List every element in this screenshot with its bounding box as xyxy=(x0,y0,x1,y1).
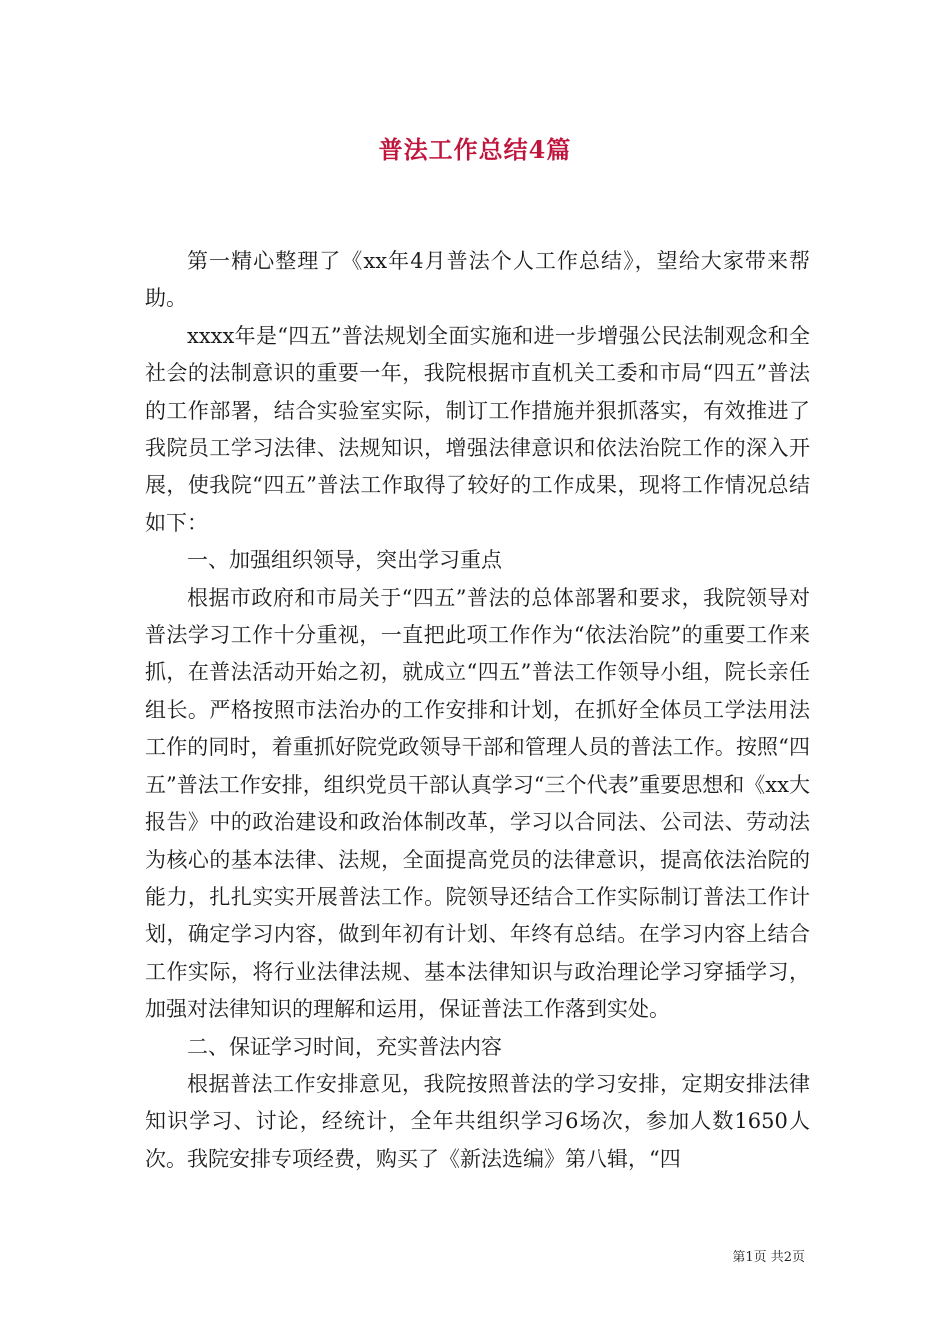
document-title: 普法工作总结4篇 xyxy=(378,135,572,164)
paragraph-intro: 第一精心整理了《xx年4月普法个人工作总结》，望给大家带来帮助。 xyxy=(145,249,810,311)
section-heading-2: 二、保证学习时间，充实普法内容 xyxy=(187,1034,502,1059)
paragraph-overview: xxxx年是“四五”普法规划全面实施和进一步增强公民法制观念和全社会的法制意识的重要一年，我院根据市直机关工委和市局“四五”普法的工作部署，结合实验室实际，制订工作措施并狠抓落实，有效推进了我院员工学习法律、法规知识，增强法律意识和依法治院工作的深入开展，使我院“四五”普法工作取得了较好的工作成果，现将工作情况总结如下： xyxy=(145,323,810,535)
paragraph-section-2: 根据普法工作安排意见，我院按照普法的学习安排，定期安排法律知识学习、讨论，经统计，全年共组织学习6场次，参加人数1650人次。我院安排专项经费，购买了《新法选编》第八辑，“四 xyxy=(145,1071,810,1171)
paragraph-section-1: 根据市政府和市局关于“四五”普法的总体部署和要求，我院领导对普法学习工作十分重视，一直把此项工作作为“依法治院”的重要工作来抓，在普法活动开始之初，就成立“四五”普法工作领导小组，院长亲任组长。严格按照市法治办的工作安排和计划，在抓好全体员工学法用法工作的同时，着重抓好院党政领导干部和管理人员的普法工作。按照“四五”普法工作安排，组织党员干部认真学习“三个代表”重要思想和《xx大报告》中的政治建设和政治体制改革，学习以合同法、公司法、劳动法为核心的基本法律、法规，全面提高党员的法律意识，提高依法治院的能力，扎扎实实开展普法工作。院领导还结合工作实际制订普法工作计划，确定学习内容，做到年初有计划、年终有总结。在学习内容上结合工作实际，将行业法律法规、基本法律知识与政治理论学习穿插学习，加强对法律知识的理解和运用，保证普法工作落到实处。 xyxy=(145,585,810,1022)
page-number: 第1页 共2页 xyxy=(732,1250,805,1265)
document-body xyxy=(145,243,810,1178)
section-heading-1: 一、加强组织领导，突出学习重点 xyxy=(187,548,502,573)
